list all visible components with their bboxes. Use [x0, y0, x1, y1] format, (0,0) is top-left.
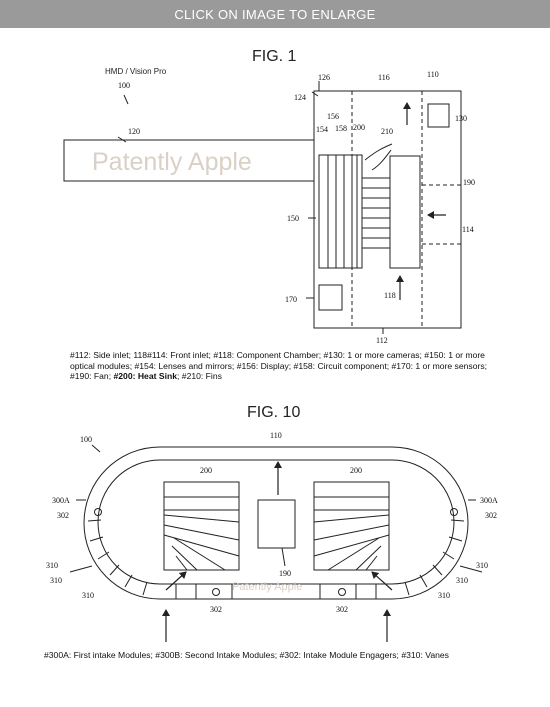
fig1-title: FIG. 1 [252, 48, 297, 65]
engager-302-bottom-right [339, 589, 346, 596]
ref-210: 210 [381, 127, 393, 136]
intake-arrow-right-diag [372, 572, 392, 590]
ref-300a-left: 300A [52, 496, 70, 505]
fig1-watermark: Patently Apple [92, 148, 252, 176]
ref-302-right: 302 [485, 511, 497, 520]
fig1-subtitle: HMD / Vision Pro [105, 67, 167, 76]
heat-sink-200-left [164, 482, 239, 570]
fig1-caption-bold: #200: Heat Sink [113, 371, 178, 381]
ref-300a-right: 300A [480, 496, 498, 505]
ref-158: 158 [335, 124, 347, 133]
ref-310-left-1: 310 [46, 561, 58, 570]
ref-310-left-3: 310 [82, 591, 94, 600]
ref-130: 130 [455, 114, 467, 123]
heat-sink-200-right [314, 482, 389, 570]
ref-154: 154 [316, 125, 328, 134]
ref-114: 114 [462, 225, 474, 234]
ref-302-bottom-left: 302 [210, 605, 222, 614]
ref-190: 190 [279, 569, 291, 578]
ref-124: 124 [294, 93, 306, 102]
click-to-enlarge-banner[interactable]: CLICK ON IMAGE TO ENLARGE [0, 0, 550, 28]
ref-112: 112 [376, 336, 388, 345]
fig10-title: FIG. 10 [247, 404, 301, 421]
ref-110: 110 [427, 70, 439, 79]
ref-302-bottom-right: 302 [336, 605, 348, 614]
fig10-caption: #300A: First intake Modules; #300B: Second Intake Modules; #302: Intake Module Engagers; #310: Vanes [44, 650, 449, 660]
ref-170: 170 [285, 295, 297, 304]
ref-310-left-2: 310 [50, 576, 62, 585]
ref-116: 116 [378, 73, 390, 82]
ref-156: 156 [327, 112, 339, 121]
fan-190 [258, 500, 295, 548]
ref-100: 100 [118, 81, 130, 90]
ref-126: 126 [318, 73, 330, 82]
housing-outer [84, 447, 468, 599]
ref-302-left: 302 [57, 511, 69, 520]
ref-120: 120 [128, 127, 140, 136]
ref-150: 150 [287, 214, 299, 223]
ref-310-right-1: 310 [476, 561, 488, 570]
ref-200-right: 200 [350, 466, 362, 475]
ref-118: 118 [384, 291, 396, 300]
ref-200: 200 [353, 123, 365, 132]
engager-302-bottom-left [213, 589, 220, 596]
ref-310-right-3: 310 [438, 591, 450, 600]
ref-190: 190 [463, 178, 475, 187]
ref-110: 110 [270, 431, 282, 440]
ref-200-left: 200 [200, 466, 212, 475]
ref-100: 100 [80, 435, 92, 444]
fig1-caption-part1: #112: Side inlet; 118#114: Front inlet; #118: Component Chamber; #130: 1 or more cameras; #150: 1 or more optical modules; #154: Lenses and mirrors; #156: Display; #158: Circuit component; #170: 1 or more sensors; #190: Fan; [70, 350, 488, 381]
housing-inner [98, 460, 454, 584]
fig1-caption-part2: ; #210: Fins [177, 371, 222, 381]
ref-310-right-2: 310 [456, 576, 468, 585]
fig10-watermark: Patently Apple [232, 581, 303, 593]
